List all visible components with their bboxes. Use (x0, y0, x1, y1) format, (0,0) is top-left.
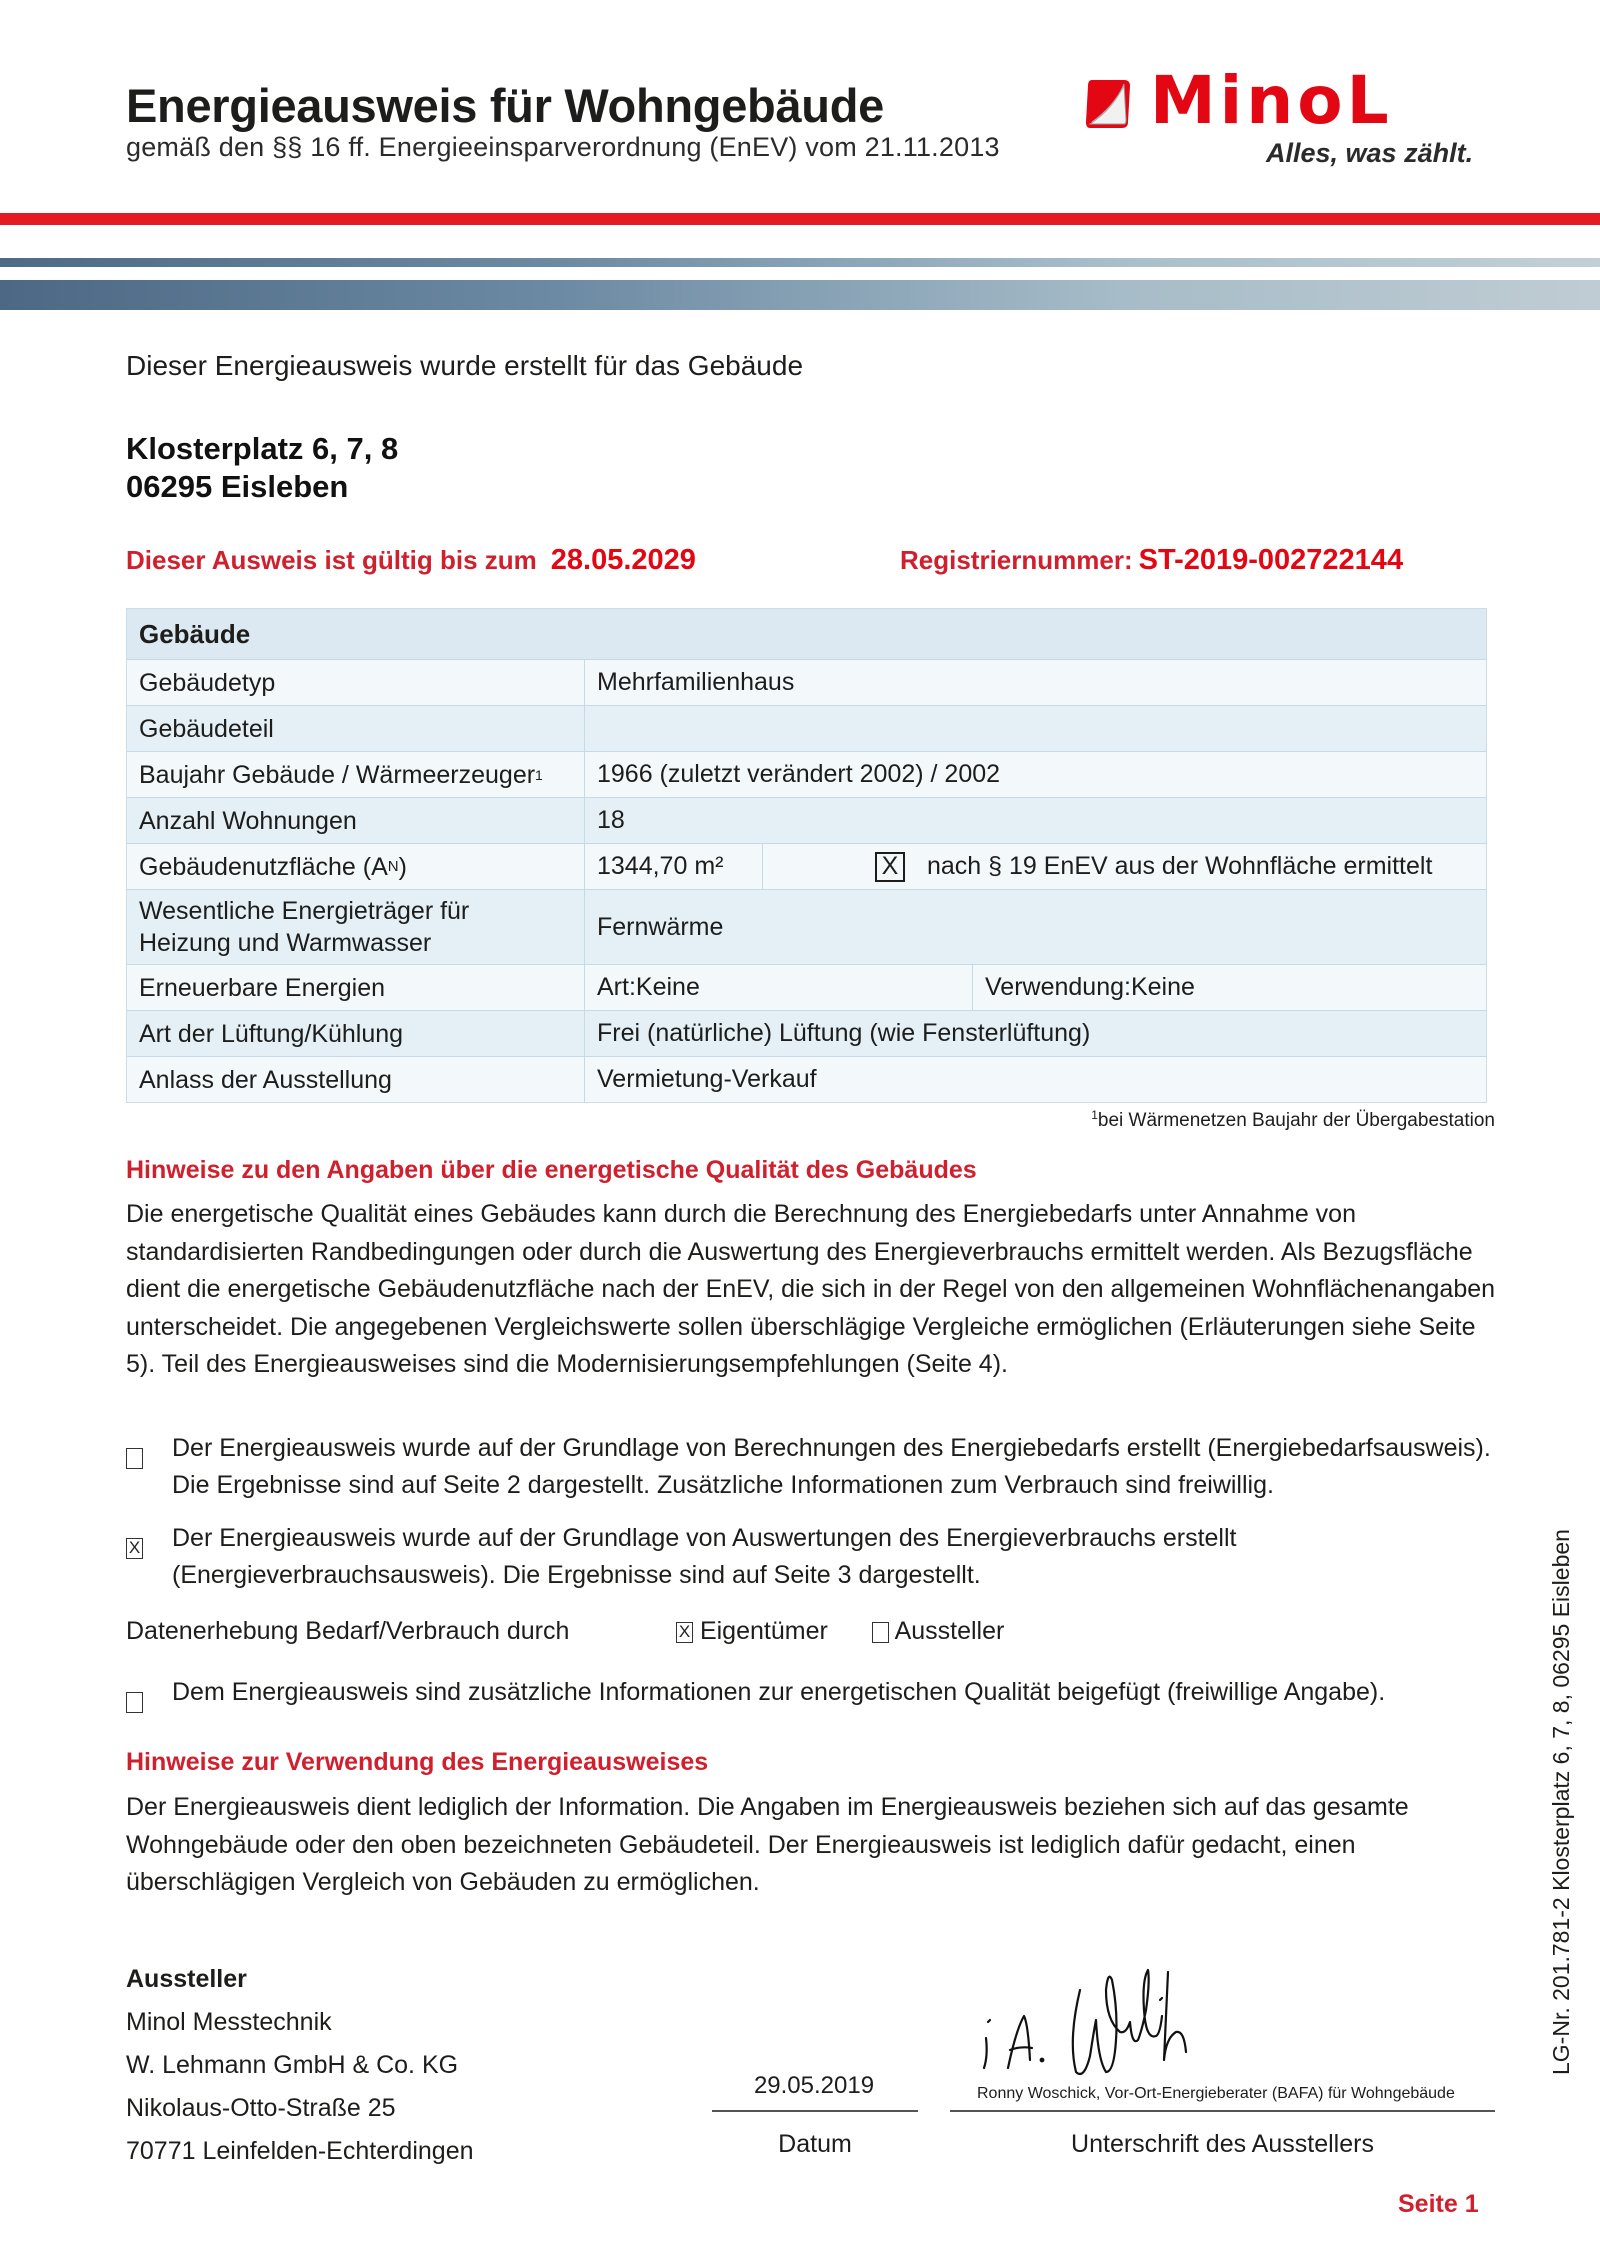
row-value: 1344,70 m² (585, 844, 763, 889)
document-title: Energieausweis für Wohngebäude (126, 79, 884, 132)
table-row (127, 659, 1486, 705)
issue-date: 29.05.2019 (753, 2072, 875, 2099)
table-footnote (1020, 1108, 1495, 1132)
area-method-text: nach § 19 EnEV aus der Wohnfläche ermittelt (927, 852, 1433, 880)
table-row (127, 889, 1486, 964)
data-collection-label: Datenerhebung Bedarf/Verbrauch durch (126, 1617, 570, 1645)
address-city: 06295 Eisleben (126, 469, 349, 504)
subscript: N (387, 857, 399, 875)
issuer-line: W. Lehmann GmbH & Co. KG (126, 2051, 459, 2079)
table-row (127, 843, 1486, 889)
renewable-use-value: Keine (1130, 973, 1195, 1001)
owner-label: Eigentümer (699, 1617, 828, 1645)
footnote-marker: 1 (1091, 1108, 1098, 1122)
option-text: Der Energieausweis wurde auf der Grundlage von Auswertungen des Energieverbrauchs erstellt (Energieverbrauchsausweis). Die Ergebnisse sind auf Seite 3 dargestellt. (172, 1524, 1237, 1589)
hints-usage-text: Der Energieausweis dient lediglich der Information. Die Angaben im Energieausweis beziehen sich auf das gesamte Wohngebäude oder den oben bezeichneten Gebäudeteil. Der Energieausweis ist lediglich dafür gedacht, einen überschlägigen Vergleich von Gebäuden zu ermöglichen. (126, 1793, 1409, 1896)
validity (126, 544, 696, 577)
renewable-use-label: Verwendung: (985, 973, 1131, 1001)
renewable-type-value: Keine (635, 973, 700, 1001)
date-line (712, 2110, 918, 2112)
row-label (127, 752, 585, 797)
area-method (763, 844, 1486, 889)
option-additional-info (126, 1674, 1501, 1720)
issuer-label: Aussteller (894, 1617, 1005, 1645)
footnote-marker: 1 (535, 766, 543, 783)
document-subtitle: gemäß den §§ 16 ff. Energieeinsparverordnung (EnEV) vom 21.11.2013 (126, 132, 1000, 162)
registration-number (900, 544, 1403, 577)
issuer-line: 70771 Leinfelden-Echterdingen (126, 2137, 474, 2165)
header-thick-stripe (0, 280, 1600, 310)
row-label-text: Gebäudenutzfläche (A (139, 852, 388, 881)
data-collection-owner (676, 1617, 828, 1646)
signature-line (950, 2110, 1495, 2112)
issuer-title: Aussteller (126, 1965, 247, 1993)
row-label: Art der Lüftung/Kühlung (127, 1011, 585, 1056)
row-value: Vermietung-Verkauf (597, 1065, 817, 1093)
table-row (127, 797, 1486, 843)
minol-logo-mark-icon (1084, 78, 1132, 130)
footnote-text: bei Wärmenetzen Baujahr der Übergabestation (1097, 1110, 1495, 1131)
minol-logo (1084, 62, 1498, 139)
row-label: Gebäudeteil (127, 706, 585, 751)
building-address (126, 430, 398, 506)
renewable-type (585, 965, 973, 1010)
issuer-line: Nikolaus-Otto-Straße 25 (126, 2094, 396, 2122)
table-row (127, 705, 1486, 751)
signer-name: Ronny Woschick, Vor-Ort-Energieberater (BAFA) für Wohngebäude (977, 2085, 1455, 2102)
minol-logo-text: MinoL (1150, 62, 1393, 139)
row-label (127, 844, 585, 889)
additional-info-checkbox[interactable] (126, 1692, 143, 1713)
hints-quality-text: Die energetische Qualität eines Gebäudes kann durch die Berechnung des Energiebedarfs unter Annahme von standardisierten Randbedingungen oder durch die Auswertung des Energieverbrauchs ermittelt werden. Als Bezugsfläche dient die energetische Gebäudenutzfläche nach der EnEV, die sich in der Regel von den allgemeinen Wohnflächenangaben unterscheidet. Die angegebenen Vergleichswerte sollen überschlägige Vergleiche ermöglichen (Erläuterungen siehe Seite 5). Teil des Energieausweises sind die Modernisierungsempfehlungen (Seite 4). (126, 1200, 1496, 1378)
issuer-checkbox[interactable] (872, 1622, 889, 1643)
hints-quality-heading: Hinweise zu den Angaben über die energetische Qualität des Gebäudes (126, 1156, 977, 1184)
hints-usage-heading: Hinweise zur Verwendung des Energieausweises (126, 1748, 709, 1776)
address-street: Klosterplatz 6, 7, 8 (126, 431, 399, 466)
row-value: Fernwärme (597, 912, 724, 941)
row-value: 18 (597, 806, 625, 834)
option-demand-certificate (126, 1430, 1501, 1504)
row-label: Gebäudetyp (127, 660, 585, 705)
row-label-line: Heizung und Warmwasser (139, 929, 432, 957)
row-value: Frei (natürliche) Lüftung (wie Fensterlüftung) (597, 1019, 1091, 1047)
table-row (127, 751, 1486, 797)
table-header (127, 609, 1486, 659)
validity-date: 28.05.2029 (550, 544, 696, 576)
side-reference-text: LG-Nr. 201.781-2 Klosterplatz 6, 7, 8, 06295 Eisleben (1548, 1529, 1574, 2075)
area-method-checkbox[interactable]: X (875, 852, 905, 882)
row-label-text: Baujahr Gebäude / Wärmeerzeuger (139, 760, 536, 789)
renewable-use (973, 965, 1486, 1010)
header-thin-stripe (0, 258, 1600, 267)
option-text: Der Energieausweis wurde auf der Grundlage von Berechnungen des Energiebedarfs erstellt (Energiebedarfsausweis). Die Ergebnisse sind auf Seite 2 dargestellt. Zusätzliche Informationen zum Verbrauch sind freiwillig. (172, 1434, 1491, 1499)
intro-text: Dieser Energieausweis wurde erstellt für das Gebäude (126, 350, 804, 381)
issuer-block (126, 1958, 474, 2173)
header-red-stripe (0, 213, 1600, 225)
row-value: 1966 (zuletzt verändert 2002) / 2002 (597, 760, 1001, 788)
date-label: Datum (778, 2130, 852, 2158)
demand-certificate-checkbox[interactable] (126, 1448, 143, 1469)
validity-label: Dieser Ausweis ist gültig bis zum (126, 545, 537, 575)
consumption-certificate-checkbox[interactable]: X (126, 1538, 143, 1559)
row-label: Erneuerbare Energien (127, 965, 585, 1010)
signature-icon (980, 1960, 1280, 2090)
table-row (127, 1010, 1486, 1056)
table-row (127, 964, 1486, 1010)
row-label-end: ) (398, 852, 407, 881)
row-label: Anlass der Ausstellung (127, 1057, 585, 1102)
row-value (585, 706, 1486, 751)
signature-label: Unterschrift des Ausstellers (1071, 2130, 1374, 2158)
owner-checkbox[interactable]: X (676, 1622, 693, 1643)
option-consumption-certificate (126, 1520, 1501, 1594)
row-label: Anzahl Wohnungen (127, 798, 585, 843)
renewable-type-label: Art: (597, 973, 636, 1001)
table-row (127, 1056, 1486, 1102)
data-collection-issuer (872, 1617, 1004, 1646)
row-label-line: Wesentliche Energieträger für (139, 897, 470, 925)
row-value: Mehrfamilienhaus (597, 668, 795, 696)
row-label (127, 890, 585, 964)
logo-tagline: Alles, was zählt. (1266, 138, 1474, 168)
registration-value: ST-2019-002722144 (1138, 544, 1404, 576)
issuer-line: Minol Messtechnik (126, 2008, 332, 2036)
building-table (126, 608, 1487, 1103)
registration-label: Registriernummer: (900, 545, 1133, 575)
table-header-label: Gebäude (139, 618, 251, 649)
page-number: Seite 1 (1398, 2190, 1479, 2218)
option-text: Dem Energieausweis sind zusätzliche Informationen zur energetischen Qualität beigefügt (freiwillige Angabe). (172, 1678, 1386, 1706)
